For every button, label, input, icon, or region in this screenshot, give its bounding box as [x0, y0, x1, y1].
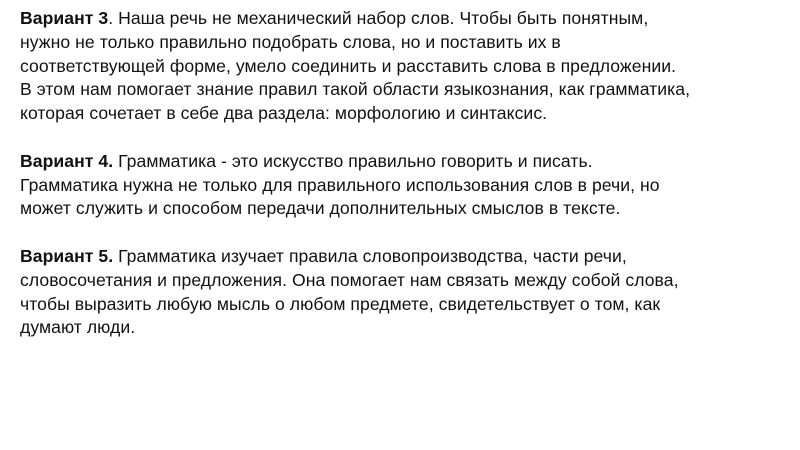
variant-4-line-3: может служить и способом передачи дополнительных смыслов в тексте. — [20, 198, 621, 219]
variant-5-paragraph — [20, 245, 790, 340]
variant-3-heading: Вариант 3 — [20, 8, 109, 28]
variant-3-paragraph — [20, 7, 790, 126]
variant-5-heading: Вариант 5. — [20, 245, 114, 266]
variant-3-line-1 — [20, 7, 790, 31]
variant-5-line-1 — [20, 245, 790, 269]
variant-3-line-4: В этом нам помогает знание правил такой области языкознания, как грамматика, — [20, 79, 691, 100]
variant-5-line-4: думают люди. — [20, 317, 136, 338]
variant-3-line-5: которая сочетает в себе два раздела: морфологию и синтаксис. — [20, 103, 548, 124]
variant-3-line-2: нужно не только правильно подобрать слова, но и поставить их в — [20, 31, 561, 52]
variant-5-text: Грамматика изучает правила словопроизводства, части речи, — [113, 245, 627, 266]
variant-5-line-2: словосочетания и предложения. Она помогает нам связать между собой слова, — [20, 269, 679, 290]
variant-4-heading: Вариант 4. — [20, 150, 114, 171]
variant-3-text: . Наша речь не механический набор слов. Чтобы быть понятным, — [108, 8, 649, 28]
variant-5-line-3: чтобы выразить любую мысль о любом предмете, свидетельствует о том, как — [20, 293, 661, 314]
variant-4-line-1 — [20, 150, 790, 174]
variant-3-line-3: соответствующей форме, умело соединить и расставить слова в предложении. — [20, 55, 677, 76]
variant-4-text: Грамматика - это искусство правильно говорить и писать. — [113, 150, 593, 171]
variant-4-line-2: Грамматика нужна не только для правильного использования слов в речи, но — [20, 174, 660, 195]
variant-4-paragraph — [20, 150, 790, 221]
